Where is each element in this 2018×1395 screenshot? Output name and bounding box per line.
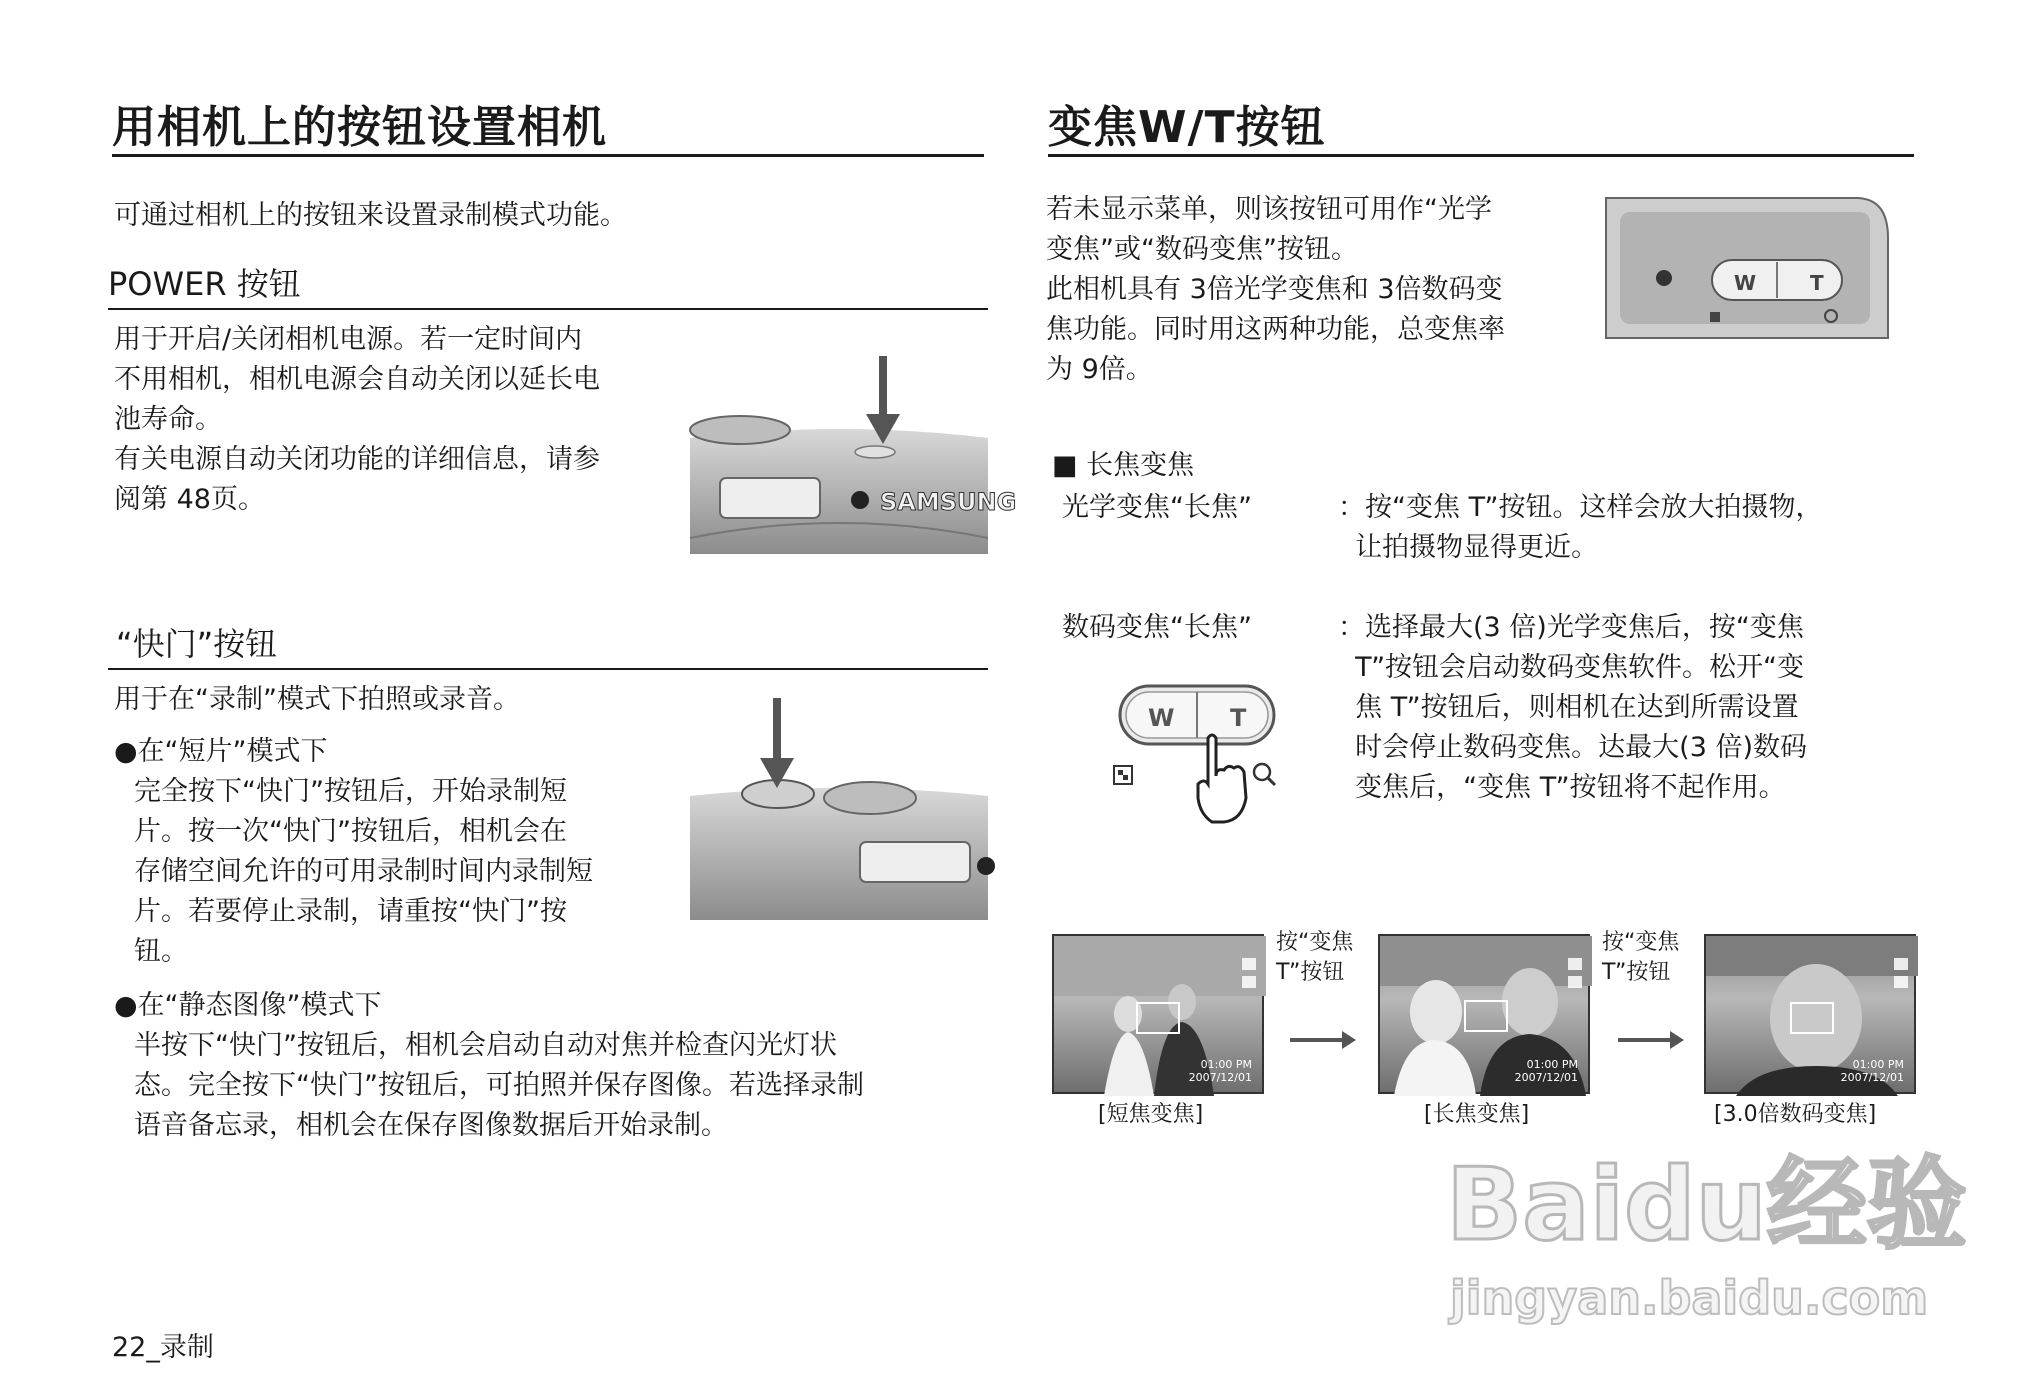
tele-zoom-heading: ■ 长焦变焦	[1052, 450, 1195, 481]
af-frame	[1464, 1000, 1508, 1032]
movie-mode-title: ●在“短片”模式下	[114, 736, 328, 767]
shutter-rule	[108, 668, 988, 670]
power-rule	[108, 308, 988, 310]
size-icon	[1894, 958, 1908, 970]
wt-button-illustration	[1112, 680, 1282, 830]
time-text: 01:00 PM	[1200, 1058, 1252, 1071]
zoom-intro-line: 此相机具有 3倍光学变焦和 3倍数码变	[1046, 274, 1503, 305]
quality-icon	[1568, 976, 1582, 988]
digital-line: ：选择最大(3 倍)光学变焦后，按“变焦	[1338, 612, 1804, 643]
power-line: 用于开启/关闭相机电源。若一定时间内	[114, 324, 583, 355]
w-label: W	[1734, 271, 1757, 295]
quality-icon	[1242, 976, 1256, 988]
still-mode-description	[134, 1026, 864, 1146]
digital-line: 时会停止数码变焦。达最大(3 倍)数码	[1338, 732, 1807, 763]
screen-digital	[1704, 934, 1916, 1094]
digital-line: 变焦后，“变焦 T”按钮将不起作用。	[1338, 772, 1786, 803]
page-title-left: 用相机上的按钮设置相机	[112, 102, 607, 153]
movie-line: 钮。	[134, 936, 188, 967]
shutter-button-photo	[690, 770, 988, 920]
optical-zoom-label: 光学变焦“长焦”	[1062, 492, 1252, 523]
zoom-intro-line: 为 9倍。	[1046, 354, 1153, 385]
size-icon	[1568, 958, 1582, 970]
power-description	[114, 320, 600, 520]
screen-caption: [短焦变焦]	[1098, 1102, 1204, 1127]
power-button-photo	[690, 408, 1017, 554]
still-line: 语音备忘录，相机会在保存图像数据后开始录制。	[134, 1110, 728, 1141]
still-mode-title: ●在“静态图像”模式下	[114, 990, 382, 1021]
movie-line: 完全按下“快门”按钮后，开始录制短	[134, 776, 567, 807]
watermark-url: jingyan.baidu.com	[1450, 1271, 1929, 1325]
movie-line: 片。按一次“快门”按钮后，相机会在	[134, 816, 567, 847]
date-text: 2007/12/01	[1514, 1071, 1578, 1084]
zoom-intro	[1046, 190, 1505, 390]
press-line: 按“变焦	[1602, 930, 1680, 955]
title-rule-left	[112, 154, 984, 157]
date-text: 2007/12/01	[1188, 1071, 1252, 1084]
zoom-intro-line: 焦功能。同时用这两种功能，总变焦率	[1046, 314, 1505, 345]
movie-line: 存储空间允许的可用录制时间内录制短	[134, 856, 593, 887]
optical-line: ：按“变焦 T”按钮。这样会放大拍摄物，	[1338, 492, 1823, 523]
press-line: T”按钮	[1276, 960, 1345, 985]
power-line: 池寿命。	[114, 404, 222, 435]
press-t-label	[1276, 928, 1353, 988]
watermark-logo: Baidu经验	[1446, 1146, 1967, 1263]
quality-icon	[1894, 976, 1908, 988]
right-arrow-icon	[1618, 1038, 1674, 1042]
digital-zoom-description	[1338, 608, 1807, 808]
digital-zoom-label: 数码变焦“长焦”	[1062, 612, 1252, 643]
af-frame	[1136, 1002, 1180, 1034]
datetime-stamp	[1189, 1058, 1252, 1084]
down-arrow-icon	[760, 698, 794, 794]
time-text: 01:00 PM	[1852, 1058, 1904, 1071]
optical-zoom-description	[1338, 488, 1822, 568]
zoom-button-photo	[1606, 198, 1888, 338]
still-line: 半按下“快门”按钮后，相机会启动自动对焦并检查闪光灯状	[134, 1030, 837, 1061]
zoom-intro-line: 若未显示菜单，则该按钮可用作“光学	[1046, 194, 1492, 225]
press-t-label	[1602, 928, 1679, 988]
left-intro: 可通过相机上的按钮来设置录制模式功能。	[114, 200, 627, 231]
power-line: 不用相机，相机电源会自动关闭以延长电	[114, 364, 600, 395]
title-rule-right	[1048, 154, 1914, 157]
right-arrow-icon	[1290, 1038, 1346, 1042]
t-button-label: T	[1230, 704, 1247, 732]
press-line: T”按钮	[1602, 960, 1671, 985]
screen-caption: [3.0倍数码变焦]	[1714, 1102, 1877, 1127]
shutter-heading: “快门”按钮	[116, 625, 278, 663]
press-line: 按“变焦	[1276, 930, 1354, 955]
size-icon	[1242, 958, 1256, 970]
zoom-intro-line: 变焦”或“数码变焦”按钮。	[1046, 234, 1358, 265]
datetime-stamp	[1515, 1058, 1578, 1084]
digital-line: 焦 T”按钮后，则相机在达到所需设置	[1338, 692, 1799, 723]
t-label: T	[1810, 271, 1824, 295]
date-text: 2007/12/01	[1840, 1071, 1904, 1084]
screen-wide	[1052, 934, 1264, 1094]
w-button-label: W	[1148, 704, 1175, 732]
shutter-intro: 用于在“录制”模式下拍照或录音。	[114, 684, 520, 715]
brand-text: SAMSUNG	[880, 488, 1017, 516]
screen-tele	[1378, 934, 1590, 1094]
screen-caption: [长焦变焦]	[1424, 1102, 1530, 1127]
still-line: 态。完全按下“快门”按钮后，可拍照并保存图像。若选择录制	[134, 1070, 864, 1101]
datetime-stamp	[1841, 1058, 1904, 1084]
page-title-right: 变焦W/T按钮	[1048, 102, 1326, 153]
digital-line: T”按钮会启动数码变焦软件。松开“变	[1338, 652, 1805, 683]
movie-mode-description	[134, 772, 593, 972]
time-text: 01:00 PM	[1526, 1058, 1578, 1071]
power-line: 阅第 48页。	[114, 484, 265, 515]
af-frame	[1790, 1002, 1834, 1034]
down-arrow-icon	[866, 356, 900, 450]
power-heading: POWER 按钮	[108, 265, 301, 303]
movie-line: 片。若要停止录制，请重按“快门”按	[134, 896, 567, 927]
page-footer: 22_录制	[112, 1332, 214, 1363]
power-line: 有关电源自动关闭功能的详细信息，请参	[114, 444, 600, 475]
optical-line: 让拍摄物显得更近。	[1338, 532, 1599, 563]
